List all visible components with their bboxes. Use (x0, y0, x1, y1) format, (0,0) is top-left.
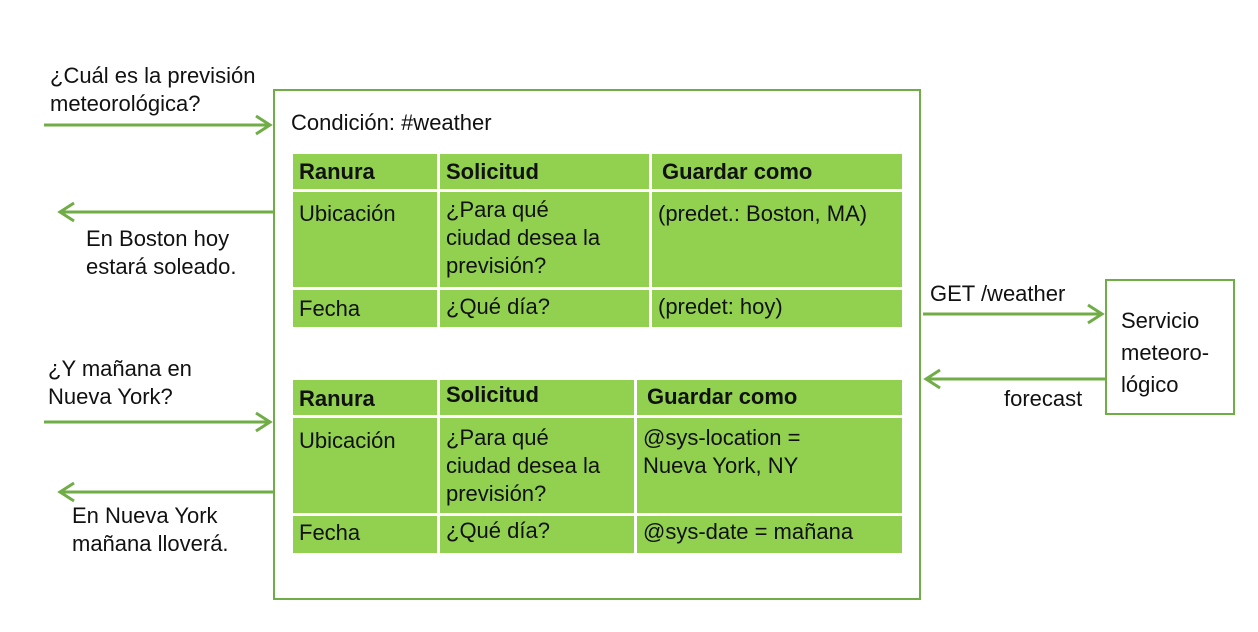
table2-row2-prompt: ¿Qué día? (440, 516, 634, 553)
table1-row1-prompt: ¿Para qué ciudad desea la previsión? (440, 192, 649, 287)
table2-header-prompt: Solicitud (440, 380, 634, 415)
table1-row2-slot: Fecha (293, 290, 437, 327)
table2-row1-prompt: ¿Para qué ciudad desea la previsión? (440, 418, 634, 513)
table1-row1-save-as: (predet.: Boston, MA) (652, 192, 902, 287)
forecast-label: forecast (1004, 386, 1083, 411)
table1-row1-slot: Ubicación (293, 192, 437, 287)
table1-row2-prompt: ¿Qué día? (440, 290, 649, 327)
get-weather-label: GET /weather (930, 281, 1066, 306)
table1-header-save-as: Guardar como (652, 154, 902, 189)
condition-label: Condición: #weather (291, 110, 492, 135)
table1-row2-save-as: (predet: hoy) (652, 290, 902, 327)
table2-row1-save-as: @sys-location = Nueva York, NY (637, 418, 902, 513)
table2-row2-slot: Fecha (293, 516, 437, 553)
user-question-2: ¿Y mañana en Nueva York? (48, 356, 192, 409)
bot-answer-1: En Boston hoy estará soleado. (86, 226, 237, 279)
table2-row1-slot: Ubicación (293, 418, 437, 513)
table2-header-save-as: Guardar como (637, 380, 902, 415)
table2-header-slot: Ranura (293, 380, 437, 415)
weather-service-label: Servicio meteoro- lógico (1121, 308, 1210, 397)
table1-header-slot: Ranura (293, 154, 437, 189)
bot-answer-2: En Nueva York mañana lloverá. (72, 503, 229, 556)
user-question-1: ¿Cuál es la previsión meteorológica? (50, 63, 256, 116)
table1-header-prompt: Solicitud (440, 154, 649, 189)
table2-row2-save-as: @sys-date = mañana (637, 516, 902, 553)
